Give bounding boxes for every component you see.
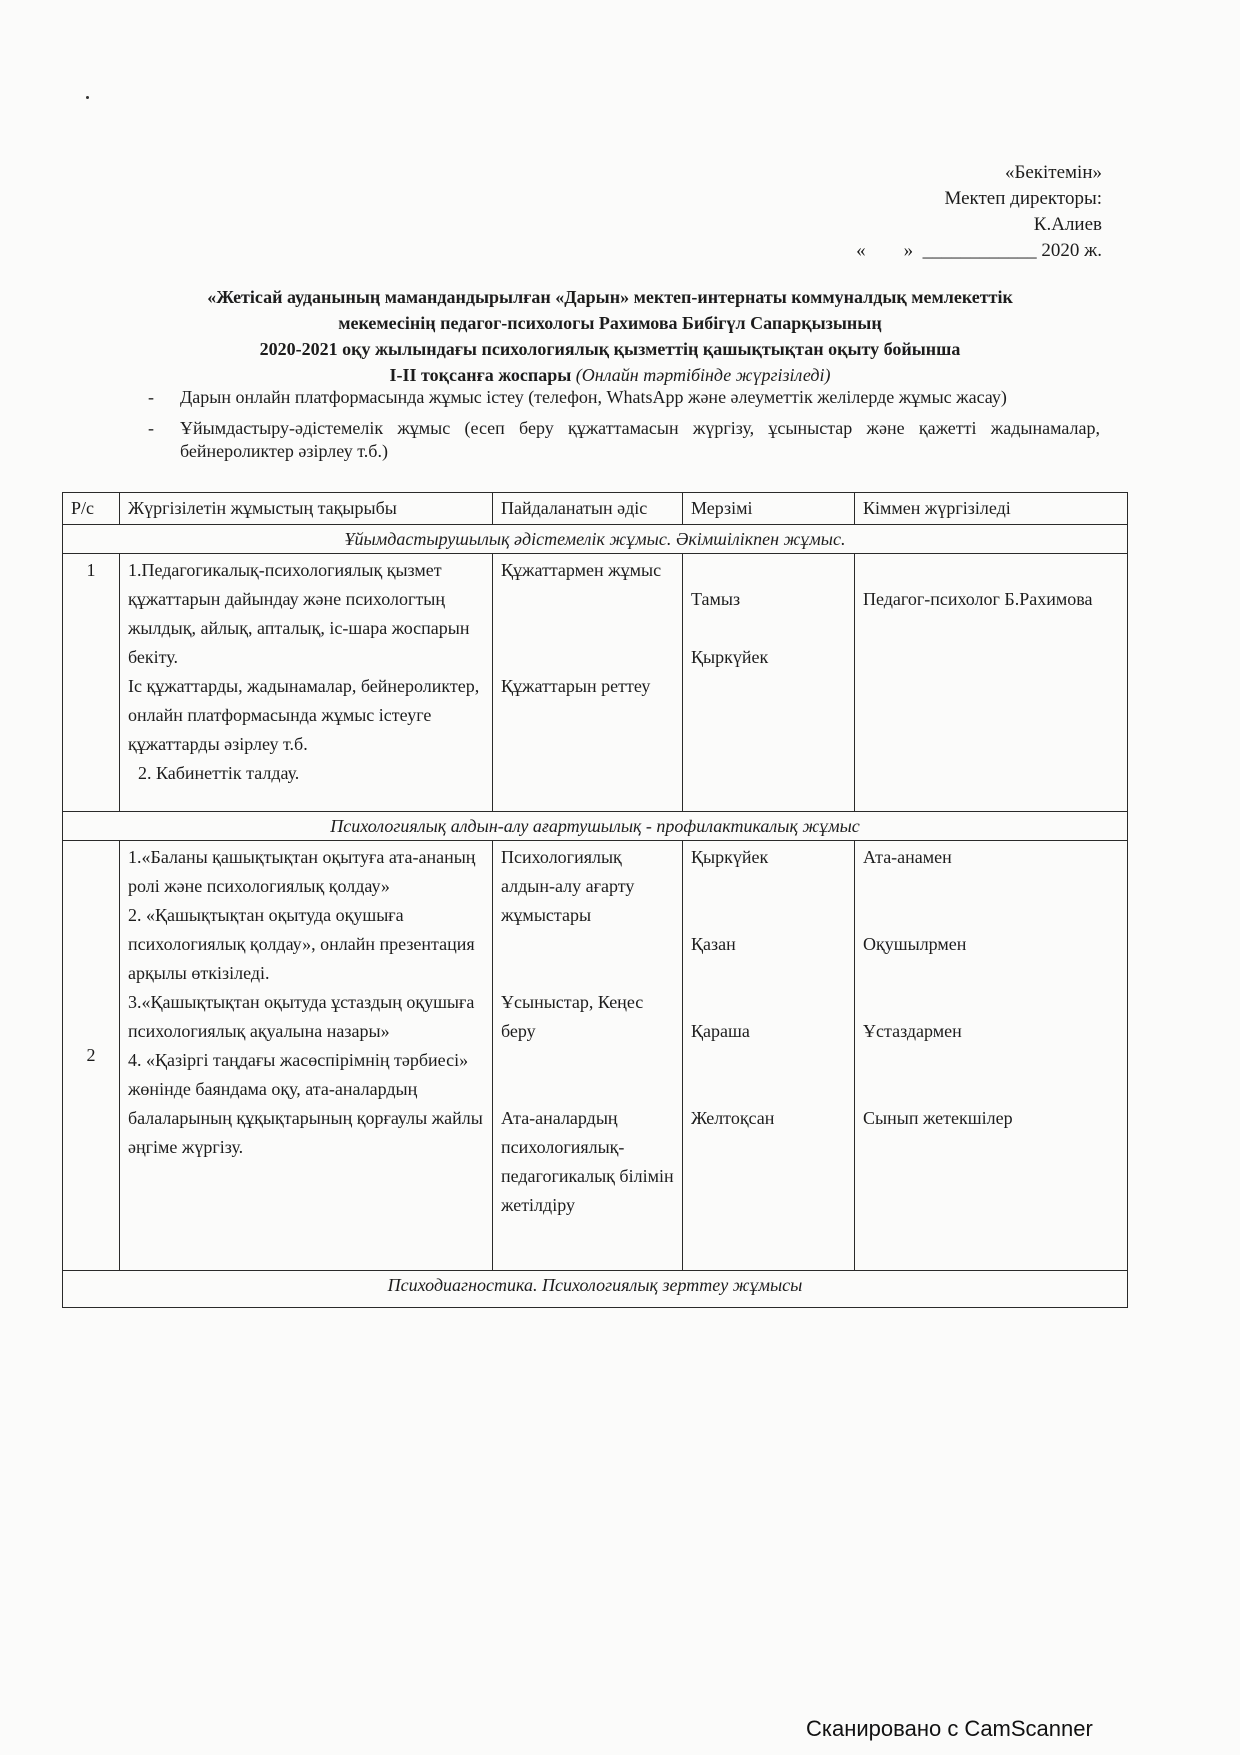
header-topic: Жүргізілетін жұмыстың тақырыбы [120,493,493,525]
topic-item: 1.«Баланы қашықтықтан оқытуға ата-ананың ролі және психологиялық қолдау» [128,847,476,896]
row-method [493,841,683,1271]
approval-position: Мектеп директоры: [944,188,1102,209]
title-line-3: 2020-2021 оқу жылындағы психологиялық қызметтің қашықтықтан оқыту бойынша [259,339,961,359]
scanner-watermark: Сканировано с CamScanner [806,1716,1093,1741]
term-item: Қыркүйек [691,647,769,667]
bullet-item [150,417,1100,463]
term-item: Қазан [691,934,736,954]
title-line-1: «Жетісай ауданының мамандандырылған «Дарын» мектеп-интернаты коммуналдық мемлекеттік [207,287,1013,307]
approval-director-name: К.Алиев [1033,214,1102,235]
method-item: Құжаттарын реттеу [501,676,651,696]
method-item: Психологиялық алдын-алу ағарту жұмыстары [501,847,635,925]
topic-item: 4. «Қазіргі таңдағы жасөспірімнің тәрбиесі» жөнінде баяндама оқу, ата-аналардың балаларының құқықтарының қорғаулы жайлы әңгіме жүргізу. [128,1050,483,1157]
row-term [683,554,855,812]
title-online-note: (Онлайн тәртібінде жүргізіледі) [575,365,831,385]
header-responsible: Кіммен жүргізіледі [855,493,1128,525]
section-row [63,812,1128,841]
scan-speck [86,96,89,99]
topic-item: 2. Кабинеттік талдау. [138,763,300,783]
topic-item: 2. «Қашықтықтан оқытуда оқушыға психологиялық қолдау», онлайн презентация арқылы өткізіледі. [128,905,475,983]
row-topic [120,841,493,1271]
method-item: Ата-аналардың психологиялық-педагогикалық білімін жетілдіру [501,1108,674,1215]
bullet-text: Дарын онлайн платформасында жұмыс істеу (телефон, WhatsApp және әлеуметтік желілерде жұмыс жасау) [180,387,1007,407]
term-item: Қараша [691,1021,750,1041]
table-header-row [63,493,1128,525]
bullet-marker: - [148,418,154,438]
row-method [493,554,683,812]
responsible-item: Педагог-психолог Б.Рахимова [863,589,1093,609]
header-method: Пайдаланатын әдіс [493,493,683,525]
row-number: 1 [63,554,120,812]
method-item: Құжаттармен жұмыс [501,560,662,580]
table-row [63,841,1128,1271]
section-title-organizational: Ұйымдастырушылық әдістемелік жұмыс. Әкімшілікпен жұмыс. [63,525,1128,554]
approval-block [742,160,1102,264]
bullet-marker: - [148,387,154,407]
method-item: Ұсыныстар, Кеңес беру [501,992,644,1041]
topic-item: Іс құжаттарды, жадынамалар, бейнероликтер, онлайн платформасында жұмыс істеуге құжаттарды әзірлеу т.б. [128,676,480,754]
table-row [63,554,1128,812]
bullet-item [150,386,1100,409]
term-item: Тамыз [691,589,741,609]
row-responsible [855,841,1128,1271]
header-term: Мерзімі [683,493,855,525]
topic-item: 1.Педагогикалық-психологиялық қызмет құжаттарын дайындау және психологтың жылдық, айлық, апталық, іс-шара жоспарын бекіту. [128,560,470,667]
title-plan-label: I-II тоқсанға жоспары [389,365,572,385]
bullet-list [150,386,1100,471]
row-topic [120,554,493,812]
responsible-item: Ата-анамен [863,847,952,867]
row-number: 2 [63,841,120,1271]
responsible-item: Ұстаздармен [863,1021,962,1041]
row-term [683,841,855,1271]
bullet-text: Ұйымдастыру-әдістемелік жұмыс (есеп беру құжаттамасын жүргізу, ұсыныстар және қажетті жадынамалар, бейнероликтер әзірлеу т.б.) [180,418,1100,461]
term-item: Қыркүйек [691,847,769,867]
title-line-2: мекемесінің педагог-психологы Рахимова Бибігүл Сапарқызының [338,313,882,333]
plan-table [62,492,1128,1308]
row-responsible [855,554,1128,812]
approval-heading: «Бекітемін» [1004,162,1102,183]
section-row [63,525,1128,554]
section-row [63,1271,1128,1308]
header-number: Р/с [63,493,120,525]
responsible-item: Сынып жетекшілер [863,1108,1013,1128]
document-title [120,284,1100,388]
section-title-prevention: Психологиялық алдын-алу ағартушылық - профилактикалық жұмыс [63,812,1128,841]
section-title-diagnostics: Психодиагностика. Психологиялық зерттеу жұмысы [63,1271,1128,1308]
approval-date: « » ____________ 2020 ж. [856,240,1102,261]
term-item: Желтоқсан [691,1108,775,1128]
title-line-4 [120,362,1100,388]
responsible-item: Оқушылрмен [863,934,967,954]
topic-item: 3.«Қашықтықтан оқытуда ұстаздың оқушыға психологиялық ақуалына назары» [128,992,475,1041]
